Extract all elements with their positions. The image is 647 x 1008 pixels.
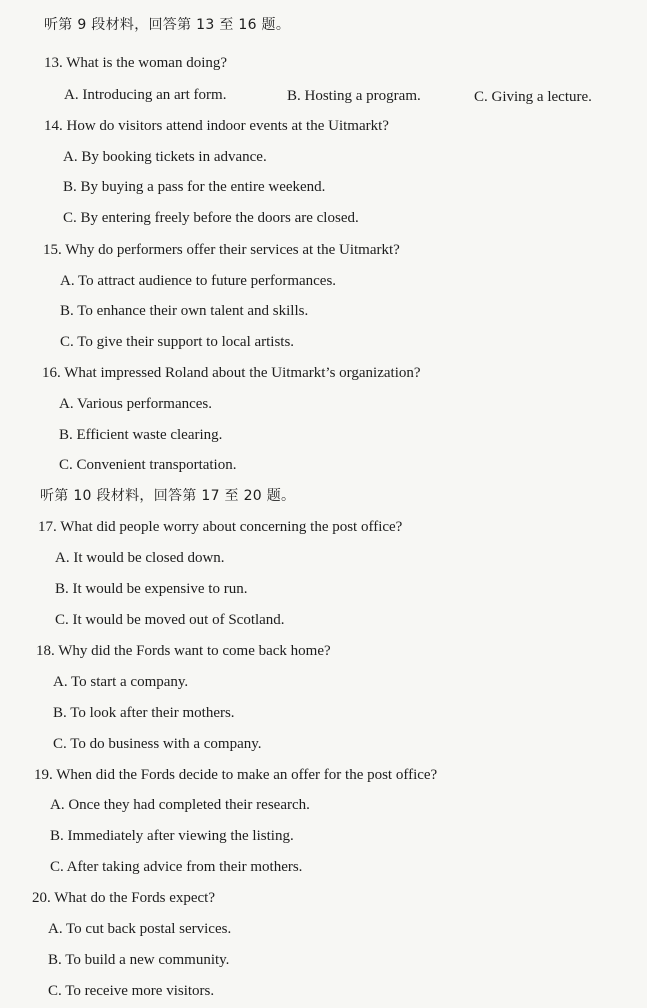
question-14: 14. How do visitors attend indoor events at the Uitmarkt? [44, 118, 389, 134]
q15-option-c: C. To give their support to local artists. [60, 334, 295, 350]
question-19: 19. When did the Fords decide to make an offer for the post office? [34, 767, 438, 783]
q18-option-c: C. To do business with a company. [53, 736, 262, 752]
question-13: 13. What is the woman doing? [44, 55, 228, 71]
q14-option-c: C. By entering freely before the doors are closed. [63, 210, 359, 226]
q17-option-c: C. It would be moved out of Scotland. [55, 612, 285, 628]
q15-option-b: B. To enhance their own talent and skills. [60, 303, 309, 319]
q13-option-b: B. Hosting a program. [287, 88, 421, 104]
section-heading-9: 听第 9 段材料，回答第 13 至 16 题。 [44, 17, 291, 33]
q20-option-a: A. To cut back postal services. [48, 921, 232, 937]
q16-option-b: B. Efficient waste clearing. [59, 427, 223, 443]
q19-option-c: C. After taking advice from their mothers. [50, 859, 303, 875]
q13-option-a: A. Introducing an art form. [64, 87, 227, 103]
q16-option-a: A. Various performances. [59, 396, 213, 412]
q15-option-a: A. To attract audience to future performances. [60, 273, 337, 289]
question-15: 15. Why do performers offer their services at the Uitmarkt? [43, 242, 400, 258]
question-18: 18. Why did the Fords want to come back home? [36, 643, 331, 659]
q14-option-a: A. By booking tickets in advance. [63, 149, 267, 165]
q17-option-a: A. It would be closed down. [55, 550, 225, 566]
q19-option-a: A. Once they had completed their research. [50, 797, 310, 813]
section-heading-10: 听第 10 段材料，回答第 17 至 20 题。 [40, 488, 296, 504]
q13-option-c: C. Giving a lecture. [474, 89, 592, 105]
q17-option-b: B. It would be expensive to run. [55, 581, 248, 597]
q18-option-b: B. To look after their mothers. [53, 705, 235, 721]
q14-option-b: B. By buying a pass for the entire weekend. [63, 179, 326, 195]
q18-option-a: A. To start a company. [53, 674, 189, 690]
q20-option-b: B. To build a new community. [48, 952, 230, 968]
q16-option-c: C. Convenient transportation. [59, 457, 237, 473]
question-17: 17. What did people worry about concerning the post office? [38, 519, 403, 535]
q19-option-b: B. Immediately after viewing the listing. [50, 828, 294, 844]
question-20: 20. What do the Fords expect? [32, 890, 216, 906]
q20-option-c: C. To receive more visitors. [48, 983, 215, 999]
question-16: 16. What impressed Roland about the Uitmarkt’s organization? [42, 365, 421, 381]
